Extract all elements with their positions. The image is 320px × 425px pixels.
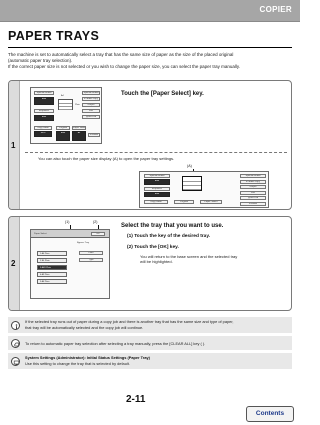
- special-modes-button-alt[interactable]: Special Modes: [240, 174, 266, 178]
- paper-size-display-a[interactable]: [182, 176, 202, 191]
- note-1-line-2: that tray will be automatically selected and the copy job will continue.: [25, 325, 144, 330]
- intro-text: [8, 52, 292, 70]
- header-bar: [0, 0, 300, 22]
- tray-2-button[interactable]: 2 B4 Plain: [37, 258, 67, 263]
- paper-tray-icon: [58, 99, 73, 110]
- hand-icon: [11, 339, 20, 348]
- special-modes-tab-left-alt[interactable]: Special Modes: [144, 174, 170, 178]
- note-3-text: Use this setting to change the tray that is selected by default.: [25, 361, 130, 366]
- exposure-display: Auto: [34, 115, 54, 121]
- special-modes-tab-left[interactable]: Special Modes: [34, 91, 54, 95]
- tray-4-button[interactable]: 4 A3 Plain: [37, 272, 67, 277]
- note-1-line-1: If the selected tray runs out of paper during a copy job and there is another tray that has the same size and type of paper,: [25, 319, 234, 324]
- bypass-tray-label: Bypass Tray: [77, 242, 90, 244]
- original-display: Auto: [56, 131, 70, 141]
- step-1-divider: [25, 152, 287, 153]
- paper-select-title: Paper Select: [34, 232, 47, 235]
- ok-button[interactable]: OK: [91, 232, 105, 236]
- step-1-heading: Touch the [Paper Select] key.: [121, 91, 204, 97]
- special-modes-button[interactable]: Special Modes: [83, 92, 99, 94]
- copy-ratio-button[interactable]: Copy Ratio: [34, 126, 52, 130]
- preview-button[interactable]: Preview: [89, 134, 99, 136]
- note-2-line: To return to automatic paper tray selection after selecting a tray manually, press the [CLEAR ALL] key ( ).: [25, 341, 206, 346]
- page-title: PAPER TRAYS: [8, 29, 100, 43]
- original-button[interactable]: Original: [56, 126, 70, 130]
- quick-file-button[interactable]: Quick File: [82, 115, 100, 119]
- tray-1-button[interactable]: 1 A4 Plain: [37, 251, 67, 256]
- copy-ratio-button-alt[interactable]: Copy Ratio: [144, 200, 168, 204]
- paper-select-display: A4: [72, 131, 86, 141]
- paper-select-header: [31, 230, 109, 238]
- file-button-alt[interactable]: File: [240, 191, 266, 195]
- title-rule: [8, 47, 292, 48]
- paper-size-label: A4: [61, 95, 64, 97]
- settings-icon: [11, 357, 20, 366]
- file-button[interactable]: File: [82, 109, 100, 113]
- auto-mode-display-alt: Auto: [144, 179, 170, 185]
- intro-line-1: The machine is set to automatically select a tray that has the same size of paper as the size of the placed original: [8, 52, 234, 57]
- step-1-screen-alt: [139, 171, 269, 208]
- step-2-detail-line-2: will be highlighted.: [140, 259, 173, 265]
- step-2-sub-1: (1) Touch the key of the desired tray.: [127, 234, 210, 239]
- step-2-detail: [140, 254, 290, 264]
- output-button-alt[interactable]: Output: [240, 185, 266, 189]
- step-1-note: You can also touch the paper size display (A) to open the paper tray settings.: [38, 156, 175, 161]
- exposure-button-alt[interactable]: Exposure: [144, 187, 170, 191]
- step-2-sub-2: (2) Touch the [OK] key.: [127, 245, 179, 250]
- paper-select-button[interactable]: Paper Select: [73, 127, 86, 129]
- step-2-heading: Select the tray that you want to use.: [121, 223, 224, 229]
- step-1-screen: [30, 87, 102, 144]
- two-sided-copy-button[interactable]: 2-Sided Copy: [82, 97, 100, 101]
- exposure-display-alt: Auto: [144, 192, 170, 197]
- note-3-title: System Settings (Administrator): Initial Status Settings (Paper Tray): [25, 355, 150, 360]
- step-1-box: [8, 80, 292, 210]
- paper-type-label: Plain: [75, 104, 80, 106]
- copy-ratio-display: 100%: [34, 131, 52, 137]
- preview-button-alt[interactable]: Preview: [240, 202, 266, 206]
- step-1-number: 1: [11, 141, 16, 150]
- original-button-alt[interactable]: Original: [174, 200, 194, 204]
- info-icon: [11, 321, 20, 330]
- step-2-number: 2: [11, 259, 16, 268]
- tray-3-button[interactable]: 3 A4R Plain: [37, 265, 67, 270]
- contents-button[interactable]: Contents: [246, 406, 294, 422]
- callout-1: (1): [65, 220, 70, 224]
- quick-file-button-alt[interactable]: Quick File: [240, 196, 266, 200]
- bypass-type-button[interactable]: Type: [79, 258, 103, 262]
- two-sided-copy-button-alt[interactable]: 2-Sided Copy: [240, 180, 266, 184]
- note-clear-all: [8, 335, 292, 350]
- paper-select-button-alt[interactable]: Paper Select: [200, 200, 222, 204]
- note-system-settings: [8, 352, 292, 369]
- intro-line-3: If the correct paper size is not selected or you wish to change the paper size, you can select the paper tray manually.: [8, 64, 241, 69]
- output-button[interactable]: Output: [82, 103, 100, 107]
- step-2-box: [8, 216, 292, 311]
- callout-2: (2): [93, 220, 98, 224]
- section-title: COPIER: [259, 5, 292, 14]
- step-2-screen: [30, 229, 110, 299]
- page-number: 2-11: [126, 394, 146, 405]
- exposure-button[interactable]: Exposure: [34, 109, 54, 113]
- note-auto-switch: [8, 316, 292, 333]
- intro-line-2: (automatic paper tray selection).: [8, 58, 73, 63]
- step-2-detail-line-1: You will return to the base screen and the selected tray: [140, 254, 238, 259]
- bypass-plain-button[interactable]: Plain: [79, 251, 103, 255]
- auto-mode-display: Auto: [34, 97, 54, 105]
- tray-5-button[interactable]: 5 A4 Plain: [37, 279, 67, 284]
- callout-a: (A): [187, 164, 192, 168]
